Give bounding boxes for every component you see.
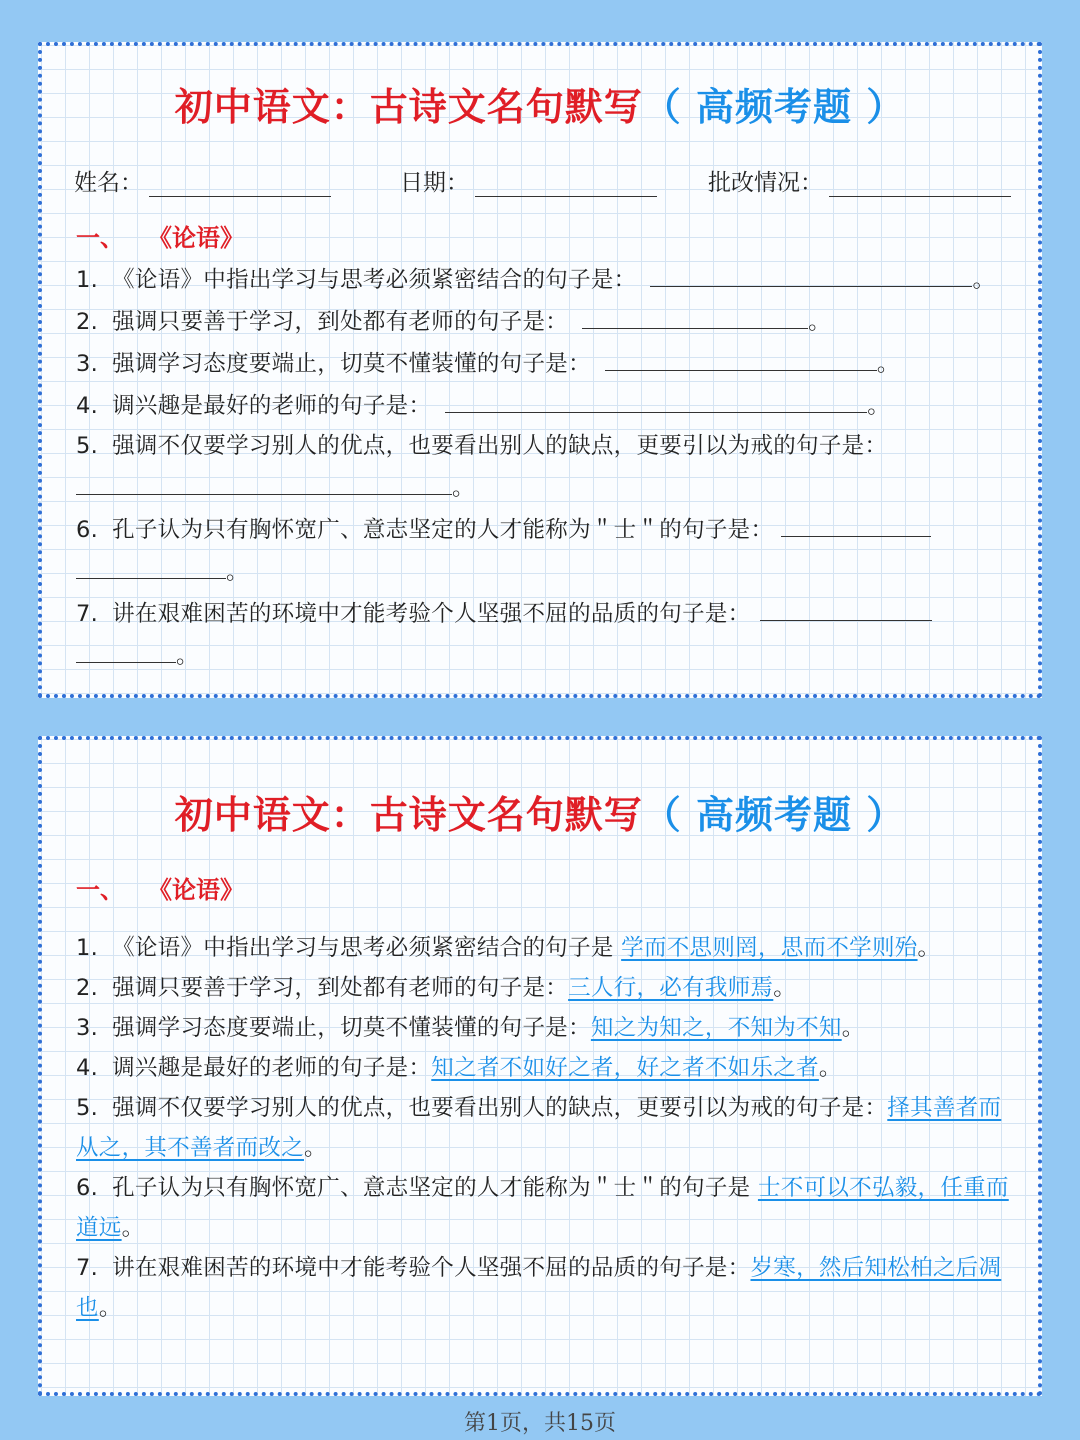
answer-text: 士不可以不弘毅，任重而道远 [76, 1175, 1009, 1241]
question-number: 7. [76, 601, 99, 627]
answer-period: 。 [304, 1135, 327, 1161]
worksheet-title [42, 76, 1038, 131]
title-main: 初中语文：古诗文名句默写 [174, 793, 643, 837]
answer-list [76, 928, 1016, 1328]
question-text: 强调不仅要学习别人的优点，也要看出别人的缺点，更要引以为戒的句子是： [112, 1095, 888, 1121]
answer-blank[interactable] [760, 592, 932, 621]
question-number: 4. [76, 393, 99, 419]
question-period: 。 [176, 643, 199, 669]
answer-item [76, 1048, 1016, 1088]
answer-item [76, 1168, 1016, 1248]
question-number: 7. [76, 1255, 99, 1281]
answer-period: 。 [818, 1055, 842, 1081]
date-label: 日期： [400, 170, 469, 196]
question-text: 孔子认为只有胸怀宽广、意志坚定的人才能称为＂士＂的句子是： [112, 517, 774, 543]
question-text: 调兴趣是最好的老师的句子是： [112, 1055, 432, 1081]
question-list [76, 258, 1016, 676]
question-item [76, 426, 1016, 508]
answer-text: 择其善者而从之，其不善者而改之 [76, 1095, 1002, 1161]
question-text: 《论语》中指出学习与思考必须紧密结合的句子是： [112, 267, 637, 293]
question-text: 《论语》中指出学习与思考必须紧密结合的句子是 [112, 935, 614, 961]
question-item [76, 592, 1016, 676]
answer-item [76, 1248, 1016, 1328]
section-heading [76, 870, 244, 905]
answer-text: 岁寒，然后知松柏之后凋也 [76, 1255, 1002, 1321]
answer-text: 三人行，必有我师焉 [568, 975, 774, 1001]
question-item [76, 384, 1016, 426]
section-number: 一、 [76, 876, 124, 904]
question-number: 5. [76, 433, 99, 459]
answer-blank[interactable] [650, 258, 972, 287]
answer-blank[interactable] [445, 384, 867, 413]
section-title: 《论语》 [160, 224, 244, 252]
question-period: 。 [867, 393, 891, 419]
question-number: 3. [76, 1015, 99, 1041]
question-item [76, 258, 1016, 300]
question-period: 。 [226, 559, 249, 585]
student-info-row [42, 164, 1038, 200]
question-text: 强调学习态度要端止，切莫不懂装懂的句子是： [112, 351, 591, 377]
question-period: 。 [808, 309, 831, 335]
question-text: 强调只要善于学习，到处都有老师的句子是： [112, 975, 569, 1001]
question-text: 孔子认为只有胸怀宽广、意志坚定的人才能称为＂士＂的句子是 [112, 1175, 751, 1201]
answer-text: 知之者不如好之者，好之者不如乐之者 [431, 1055, 819, 1081]
answer-item [76, 1008, 1016, 1048]
answer-period: 。 [841, 1015, 865, 1041]
answer-blank[interactable] [582, 300, 808, 329]
answer-item [76, 968, 1016, 1008]
name-label: 姓名： [74, 170, 143, 196]
question-period: 。 [876, 351, 900, 377]
question-number: 2. [76, 309, 99, 335]
title-tag: （ 高频考题 ） [642, 793, 906, 837]
answer-period: 。 [917, 935, 941, 961]
answer-period: 。 [98, 1295, 122, 1321]
answer-key-card [38, 736, 1042, 1396]
section-title: 《论语》 [160, 876, 244, 904]
question-text: 讲在艰难困苦的环境中才能考验个人坚强不屈的品质的句子是： [112, 601, 751, 627]
answer-blank[interactable] [781, 508, 931, 537]
name-blank[interactable] [149, 170, 331, 197]
question-item [76, 342, 1016, 384]
answer-blank-continued[interactable] [76, 634, 176, 663]
question-text: 讲在艰难困苦的环境中才能考验个人坚强不屈的品质的句子是： [112, 1255, 751, 1281]
question-number: 6. [76, 1175, 99, 1201]
question-text: 强调只要善于学习，到处都有老师的句子是： [112, 309, 569, 335]
grading-field [708, 164, 1011, 197]
title-main: 初中语文：古诗文名句默写 [174, 85, 643, 129]
worksheet-card [38, 42, 1042, 698]
question-number: 6. [76, 517, 99, 543]
section-heading [76, 218, 244, 253]
question-item [76, 300, 1016, 342]
section-number: 一、 [76, 224, 124, 252]
question-number: 1. [76, 935, 99, 961]
grading-label: 批改情况： [708, 170, 823, 196]
question-text: 强调学习态度要端止，切莫不懂装懂的句子是： [112, 1015, 591, 1041]
answer-item [76, 928, 1016, 968]
answer-text: 知之为知之，不知为不知 [590, 1015, 842, 1041]
date-blank[interactable] [475, 170, 657, 197]
answer-text: 学而不思则罔，思而不学则殆 [621, 935, 918, 961]
question-number: 1. [76, 267, 99, 293]
page-indicator: 第1页，共15页 [464, 1411, 616, 1436]
title-tag: （ 高频考题 ） [642, 85, 906, 129]
question-number: 4. [76, 1055, 99, 1081]
grading-blank[interactable] [829, 170, 1011, 197]
answer-blank-continued[interactable] [76, 550, 226, 579]
question-text: 调兴趣是最好的老师的句子是： [112, 393, 432, 419]
question-period: 。 [972, 267, 996, 293]
question-period: 。 [452, 475, 475, 501]
answer-item [76, 1088, 1016, 1168]
name-field [74, 164, 331, 197]
question-number: 3. [76, 351, 99, 377]
answer-period: 。 [121, 1215, 145, 1241]
question-text: 强调不仅要学习别人的优点，也要看出别人的缺点，更要引以为戒的句子是： [112, 433, 888, 459]
answer-blank[interactable] [605, 342, 877, 371]
question-number: 2. [76, 975, 99, 1001]
answer-blank[interactable] [76, 466, 452, 495]
question-item [76, 508, 1016, 592]
date-field [400, 164, 657, 197]
question-number: 5. [76, 1095, 99, 1121]
answer-key-title [42, 784, 1038, 839]
answer-period: 。 [773, 975, 797, 1001]
